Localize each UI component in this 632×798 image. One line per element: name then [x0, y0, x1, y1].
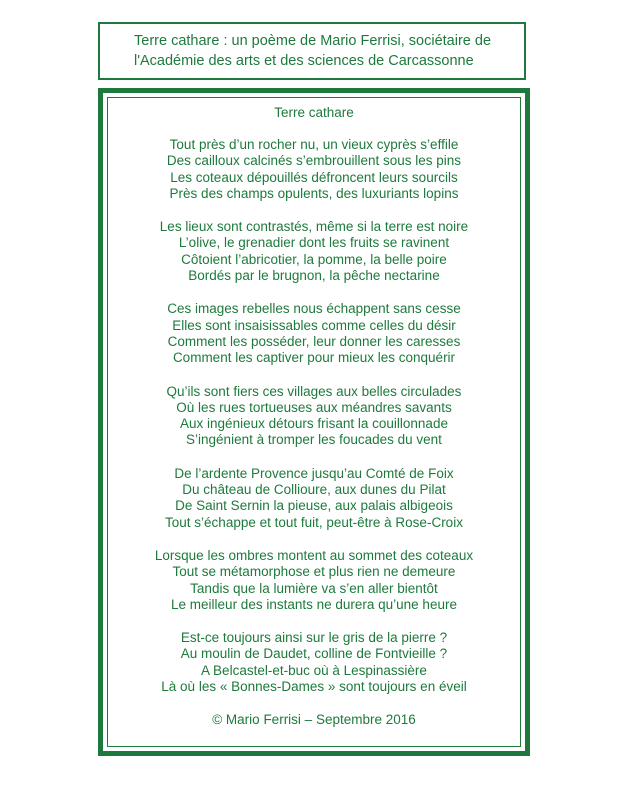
- verse: Ces images rebelles nous échappent sans cesse: [167, 301, 461, 317]
- stanza-3: [103, 301, 525, 366]
- verse: Là où les « Bonnes-Dames » sont toujours en éveil: [161, 679, 467, 695]
- verse: Les lieux sont contrastés, même si la terre est noire: [159, 219, 469, 235]
- verse: Le meilleur des instants ne durera qu’une heure: [171, 596, 457, 612]
- verse: Tout s’échappe et tout fuit, peut-être à Rose-Croix: [165, 514, 463, 530]
- poem-title: Terre cathare: [274, 105, 354, 120]
- verse: Aux ingénieux détours frisant la couillonnade: [180, 416, 448, 432]
- header-caption-box: [98, 22, 526, 80]
- verse: S’ingénient à tromper les foucades du vent: [186, 432, 442, 448]
- stanza-4: [103, 384, 525, 449]
- header-line-1: Terre cathare : un poème de Mario Ferrisi, sociétaire de: [134, 33, 492, 49]
- verse: De l’ardente Provence jusqu’au Comté de Foix: [174, 465, 454, 481]
- verse: Où les rues tortueuses aux méandres savants: [176, 399, 452, 415]
- verse: L’olive, le grenadier dont les fruits se ravinent: [178, 235, 450, 251]
- verse: Près des champs opulents, des luxuriants lopins: [169, 185, 459, 201]
- verse: Côtoient l’abricotier, la pomme, la belle poire: [181, 251, 447, 267]
- stanza-7: [103, 630, 525, 695]
- stanza-2: [103, 219, 525, 284]
- verse: Tandis que la lumière va s’en aller bientôt: [190, 580, 438, 596]
- verse: Des cailloux calcinés s’embrouillent sous les pins: [166, 153, 462, 169]
- verse: Du château de Collioure, aux dunes du Pilat: [182, 482, 446, 498]
- verse: Est-ce toujours ainsi sur le gris de la pierre ?: [180, 630, 448, 646]
- verse: Lorsque les ombres montent au sommet des coteaux: [154, 547, 474, 563]
- verse: Tout se métamorphose et plus rien ne demeure: [172, 564, 456, 580]
- header-line-2: l'Académie des arts et des sciences de Carcassonne: [134, 53, 474, 69]
- verse: Bordés par le brugnon, la pêche nectarine: [188, 268, 440, 284]
- verse: Comment les posséder, leur donner les caresses: [167, 333, 461, 349]
- verse: A Belcastel-et-buc où à Lespinassière: [201, 662, 427, 678]
- verse: Comment les captiver pour mieux les conquérir: [172, 350, 456, 366]
- poem-content: [103, 105, 525, 728]
- poem-frame: [98, 88, 530, 756]
- stanza-1: [103, 137, 525, 202]
- stanza-6: [103, 548, 525, 613]
- stanza-5: [103, 466, 525, 531]
- verse: Tout près d’un rocher nu, un vieux cyprès s’effile: [169, 137, 459, 152]
- verse: Au moulin de Daudet, colline de Fontvieille ?: [180, 646, 448, 662]
- verse: Qu’ils sont fiers ces villages aux belles circulades: [166, 383, 462, 399]
- verse: Elles sont insaisissables comme celles du désir: [172, 317, 456, 333]
- verse: De Saint Sernin la pieuse, aux palais albigeois: [175, 498, 453, 514]
- verse: Les coteaux dépouillés défroncent leurs sourcils: [170, 169, 458, 185]
- poem-signature: © Mario Ferrisi – Septembre 2016: [212, 712, 416, 728]
